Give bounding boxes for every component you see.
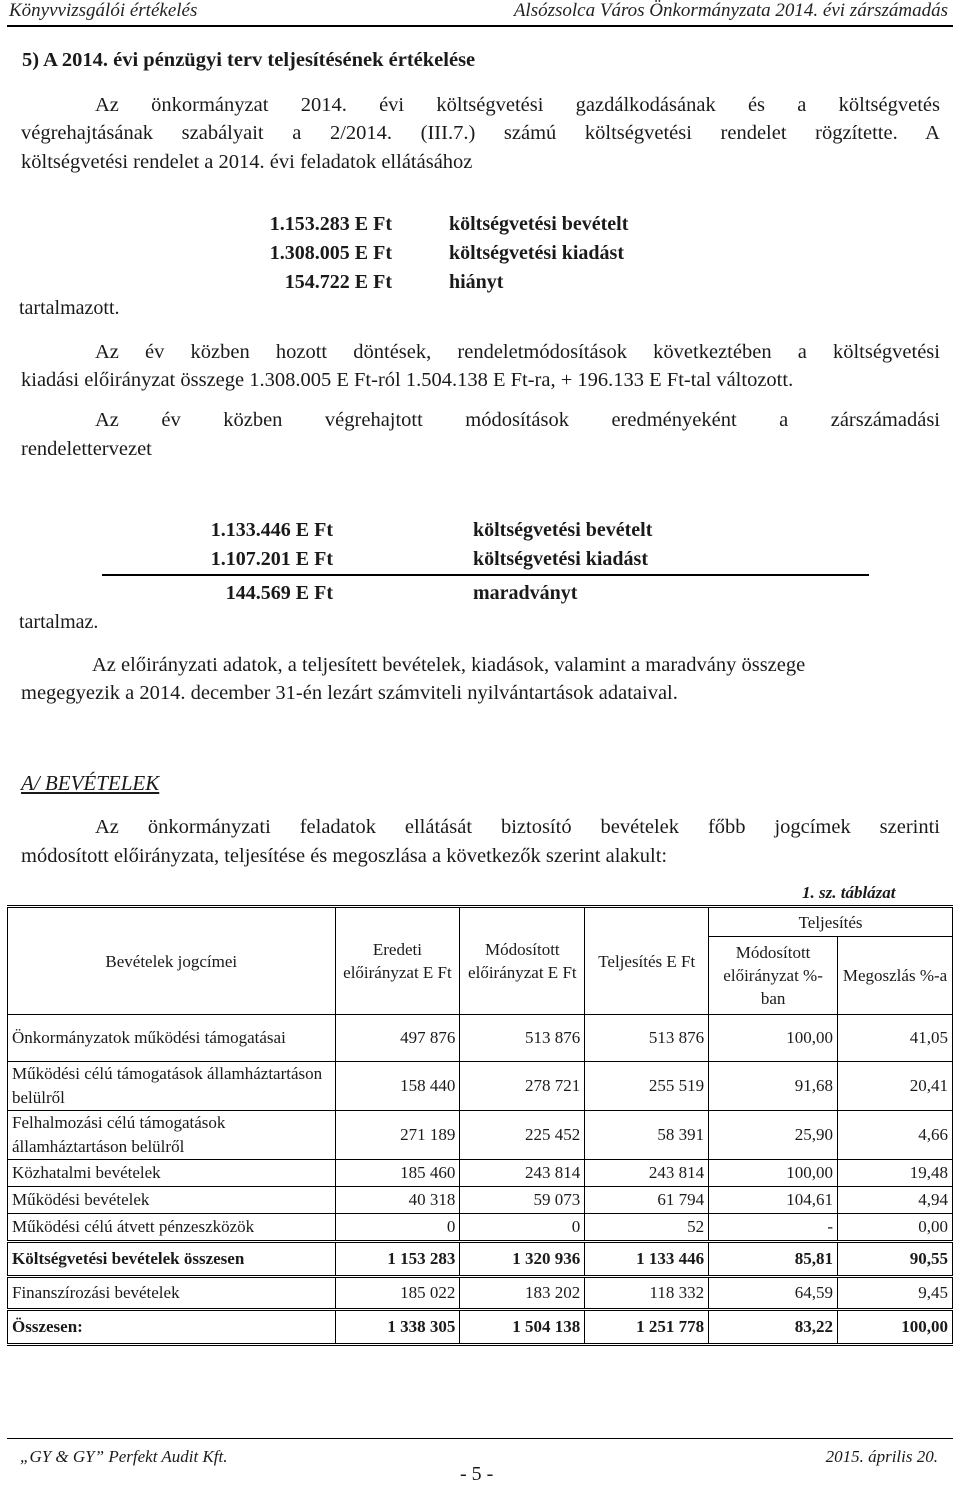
table-row <box>8 1187 953 1214</box>
cell-pct: 104,61 <box>709 1187 838 1214</box>
budget1-label-deficit: hiányt <box>449 271 504 293</box>
cell-pct: 25,90 <box>709 1111 838 1160</box>
cell-performance: 58 391 <box>585 1111 709 1160</box>
cell-original: 185 460 <box>335 1160 460 1187</box>
tartalmazott-text: tartalmazott. <box>19 297 120 319</box>
cell-share: 4,94 <box>838 1187 953 1214</box>
budget2-sum-rule <box>102 574 869 576</box>
col-header-pct: Módosított előirányzat %-ban <box>709 937 838 1015</box>
cell-original: 271 189 <box>335 1111 460 1160</box>
revenue-intro-line1: Az önkormányzati feladatok ellátását biztosító bevételek főbb jogcímek szerinti <box>95 816 940 838</box>
row-label: Közhatalmi bevételek <box>8 1160 336 1187</box>
col-header-performance: Teljesítés E Ft <box>585 907 709 1015</box>
footer-right: 2015. április 20. <box>825 1447 938 1466</box>
header-left: Könyvvizsgálói értékelés <box>9 0 198 21</box>
cell-original: 497 876 <box>335 1015 460 1062</box>
col-header-category: Bevételek jogcímei <box>8 907 336 1015</box>
footer-rule <box>7 1438 953 1439</box>
table-row <box>8 1015 953 1062</box>
col-header-original: Eredeti előirányzat E Ft <box>335 907 460 1015</box>
cell-performance: 513 876 <box>585 1015 709 1062</box>
row-label: Önkormányzatok működési támogatásai <box>8 1015 336 1062</box>
cell-performance: 61 794 <box>585 1187 709 1214</box>
table-row-total <box>8 1310 953 1345</box>
para2-line1: Az év közben hozott döntések, rendeletmódosítások következtében a költségvetési <box>95 341 940 363</box>
cell-original: 0 <box>335 1214 460 1242</box>
cell-pct: 85,81 <box>709 1242 838 1277</box>
cell-pct: 83,22 <box>709 1310 838 1345</box>
cell-performance: 118 332 <box>585 1277 709 1310</box>
table-row <box>8 1062 953 1111</box>
cell-share: 20,41 <box>838 1062 953 1111</box>
cell-modified: 183 202 <box>460 1277 585 1310</box>
cell-share: 90,55 <box>838 1242 953 1277</box>
cell-modified: 0 <box>460 1214 585 1242</box>
cell-performance: 1 133 446 <box>585 1242 709 1277</box>
col-header-share: Megoszlás %-a <box>838 937 953 1015</box>
row-label: Felhalmozási célú támogatások államháztartáson belülről <box>8 1111 336 1160</box>
cell-original: 1 153 283 <box>335 1242 460 1277</box>
cell-modified: 1 504 138 <box>460 1310 585 1345</box>
revenue-intro-line2: módosított előirányzata, teljesítése és megoszlása a következők szerint alakult: <box>21 845 668 867</box>
cell-modified: 243 814 <box>460 1160 585 1187</box>
header-right: Alsózsolca Város Önkormányzata 2014. évi zárszámadás <box>513 0 948 21</box>
cell-share: 9,45 <box>838 1277 953 1310</box>
tartalmaz-text: tartalmaz. <box>19 611 99 633</box>
cell-performance: 52 <box>585 1214 709 1242</box>
para1-line2: végrehajtásának szabályait a 2/2014. (III.7.) számú költségvetési rendelet rögzítette. A <box>21 122 940 144</box>
table-row <box>8 1214 953 1242</box>
budget2-amount-revenue: 1.133.446 E Ft <box>210 519 333 541</box>
cell-original: 185 022 <box>335 1277 460 1310</box>
cell-modified: 59 073 <box>460 1187 585 1214</box>
cell-original: 1 338 305 <box>335 1310 460 1345</box>
para1-line1: Az önkormányzat 2014. évi költségvetési gazdálkodásának és a költségvetés <box>95 94 940 116</box>
col-header-group: Teljesítés <box>709 907 953 937</box>
row-label: Működési célú átvett pénzeszközök <box>8 1214 336 1242</box>
cell-original: 158 440 <box>335 1062 460 1111</box>
cell-performance: 1 251 778 <box>585 1310 709 1345</box>
cell-share: 0,00 <box>838 1214 953 1242</box>
col-header-modified: Módosított előirányzat E Ft <box>460 907 585 1015</box>
page-number: - 5 - <box>460 1463 494 1485</box>
para2-line2: kiadási előirányzat összege 1.308.005 E Ft-ról 1.504.138 E Ft-ra, + 196.133 E Ft-tal változott. <box>21 369 794 391</box>
cell-share: 100,00 <box>838 1310 953 1345</box>
budget2-amount-expense: 1.107.201 E Ft <box>210 548 333 570</box>
para3-line2: rendelettervezet <box>21 438 152 460</box>
cell-share: 4,66 <box>838 1111 953 1160</box>
cell-pct: 91,68 <box>709 1062 838 1111</box>
cell-pct: 64,59 <box>709 1277 838 1310</box>
cell-performance: 255 519 <box>585 1062 709 1111</box>
budget1-label-expense: költségvetési kiadást <box>449 242 624 264</box>
budget1-amount-deficit: 154.722 E Ft <box>284 271 392 293</box>
cell-modified: 278 721 <box>460 1062 585 1111</box>
budget1-amount-revenue: 1.153.283 E Ft <box>269 213 392 235</box>
cell-original: 40 318 <box>335 1187 460 1214</box>
para4-line1: Az előirányzati adatok, a teljesített bevételek, kiadások, valamint a maradvány összege <box>92 654 806 676</box>
para1-line3: költségvetési rendelet a 2014. évi feladatok ellátásához <box>21 151 473 173</box>
row-label: Költségvetési bevételek összesen <box>8 1242 336 1277</box>
budget2-label-expense: költségvetési kiadást <box>473 548 648 570</box>
budget2-label-remainder: maradványt <box>473 582 578 604</box>
cell-pct: - <box>709 1214 838 1242</box>
footer-left: „GY & GY” Perfekt Audit Kft. <box>20 1447 228 1466</box>
cell-share: 19,48 <box>838 1160 953 1187</box>
table-header-row <box>8 907 953 937</box>
table-row <box>8 1277 953 1310</box>
revenue-table <box>7 905 953 1346</box>
revenue-heading: A/ BEVÉTELEK <box>21 771 160 795</box>
para4-line2: megegyezik a 2014. december 31-én lezárt számviteli nyilvántartások adataival. <box>21 682 678 704</box>
row-label: Működési célú támogatások államháztartáson belülről <box>8 1062 336 1111</box>
table-caption: 1. sz. táblázat <box>802 883 896 902</box>
table-row-subtotal <box>8 1242 953 1277</box>
budget2-label-revenue: költségvetési bevételt <box>473 519 653 541</box>
row-label: Működési bevételek <box>8 1187 336 1214</box>
budget2-amount-remainder: 144.569 E Ft <box>225 582 333 604</box>
cell-share: 41,05 <box>838 1015 953 1062</box>
row-label: Összesen: <box>8 1310 336 1345</box>
budget1-amount-expense: 1.308.005 E Ft <box>269 242 392 264</box>
table-row <box>8 1111 953 1160</box>
cell-modified: 225 452 <box>460 1111 585 1160</box>
table-row <box>8 1160 953 1187</box>
cell-pct: 100,00 <box>709 1015 838 1062</box>
header-rule <box>7 25 953 27</box>
section-title: 5) A 2014. évi pénzügyi terv teljesítésének értékelése <box>22 49 476 71</box>
budget1-label-revenue: költségvetési bevételt <box>449 213 629 235</box>
cell-pct: 100,00 <box>709 1160 838 1187</box>
cell-performance: 243 814 <box>585 1160 709 1187</box>
para3-line1: Az év közben végrehajtott módosítások eredményeként a zárszámadási <box>95 409 940 431</box>
cell-modified: 513 876 <box>460 1015 585 1062</box>
cell-modified: 1 320 936 <box>460 1242 585 1277</box>
row-label: Finanszírozási bevételek <box>8 1277 336 1310</box>
